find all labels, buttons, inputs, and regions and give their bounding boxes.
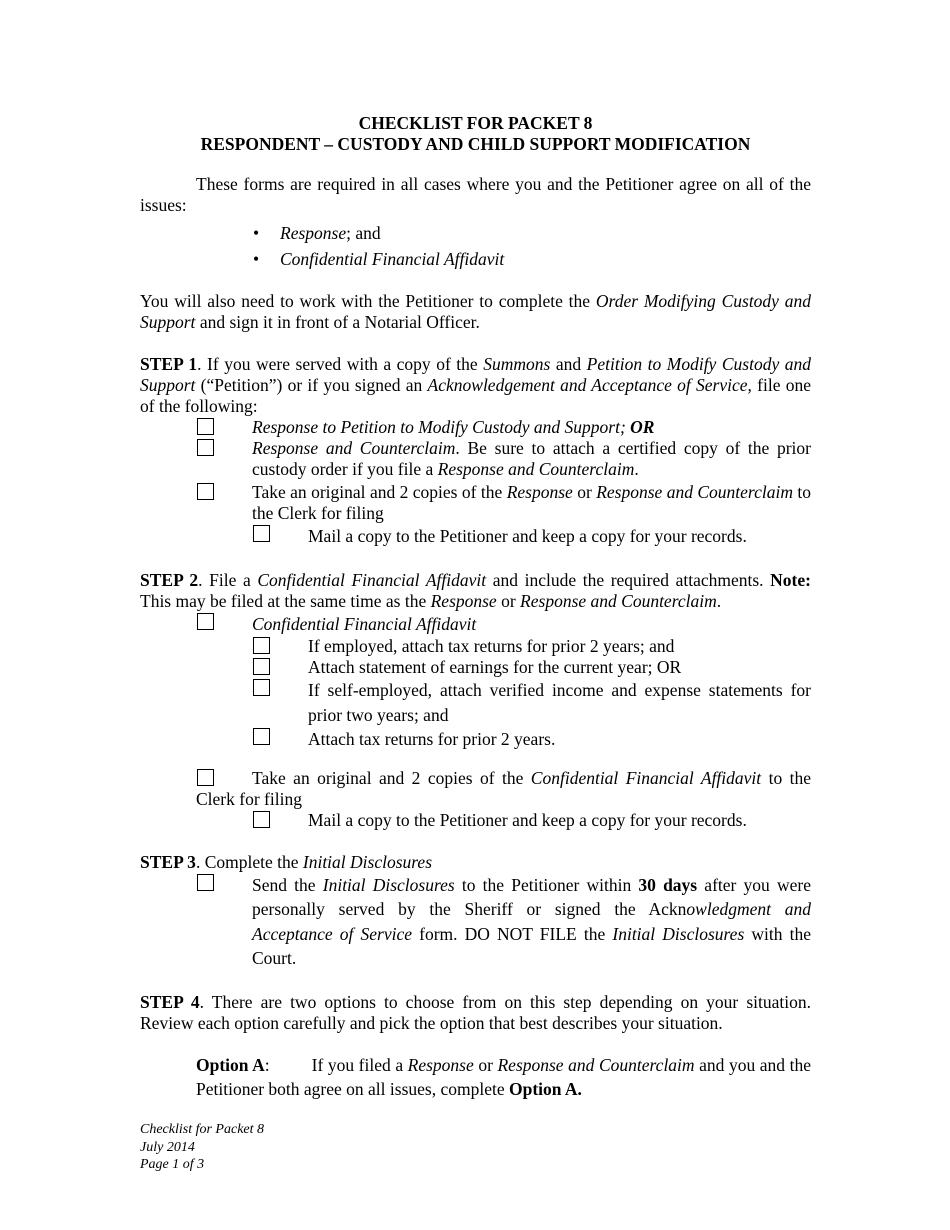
title-line-2: RESPONDENT – CUSTODY AND CHILD SUPPORT MODIFICATION: [200, 134, 751, 154]
step-2-paragraph: STEP 2. File a Confidential Financial Affidavit and include the required attachments. Note: This may be filed at the same time as the Response or Response and Counterclaim.: [140, 569, 811, 611]
step-2-item-affidavit: Confidential Financial Affidavit: [140, 612, 811, 637]
step-1-paragraph: STEP 1. If you were served with a copy of the Summons and Petition to Modify Custody and Support (“Petition”) or if you signed an Acknowledgement and Acceptance of Service, file one of the following:: [140, 354, 811, 416]
step-3-label: STEP 3: [140, 851, 196, 872]
footer-line-2: July 2014: [140, 1139, 195, 1155]
step-3-paragraph: STEP 3. Complete the Initial Disclosures: [140, 851, 433, 872]
document-page: [140, 113, 811, 1102]
footer-line-1: Checklist for Packet 8: [140, 1122, 265, 1137]
step-2-sub-item: Attach tax returns for prior 2 years.: [140, 727, 811, 752]
step-1-item-counterclaim: Response and Counterclaim. Be sure to attach a certified copy of the prior custody order if you file a Response and Counterclaim.: [140, 438, 811, 480]
step-4-paragraph: STEP 4. There are two options to choose from on this step depending on your situation. Review each option carefully and pick the option that best describes your situation.: [140, 991, 811, 1033]
checkbox[interactable]: [253, 658, 270, 675]
step-3-item-send-disclosures: Send the Initial Disclosures to the Petitioner within 30 days after you were personally served by the Sheriff or signed the Acknowledgment and Acceptance of Service form. DO NOT FILE the Initial Disclosures with the Court.: [140, 873, 811, 971]
step-2-sub-item: If employed, attach tax returns for prior 2 years; and: [140, 636, 811, 657]
checkbox[interactable]: [253, 637, 270, 654]
checkbox[interactable]: [197, 769, 214, 786]
checkbox[interactable]: [253, 525, 270, 542]
checkbox[interactable]: [197, 613, 214, 630]
bullet-icon: •: [253, 223, 260, 243]
step-2-label: STEP 2: [140, 569, 199, 590]
page-footer: [140, 1121, 264, 1174]
checkbox[interactable]: [197, 874, 214, 891]
step-2-item-file-copies: Take an original and 2 copies of the Confidential Financial Affidavit to the Clerk for filing: [196, 767, 811, 809]
title-line-1: CHECKLIST FOR PACKET 8: [358, 113, 593, 133]
step-1-label: STEP 1: [140, 354, 198, 374]
checkbox[interactable]: [253, 679, 270, 696]
option-a-paragraph: Option A: If you filed a Response or Response and Counterclaim and you and the Petitioner both agree on all issues, complete Option A.: [196, 1054, 811, 1099]
step-2-sub-item: Attach statement of earnings for the current year; OR: [140, 657, 811, 678]
bullet-icon: •: [253, 249, 260, 269]
list-item: • Response; and: [140, 220, 811, 246]
intro-paragraph: These forms are required in all cases where you and the Petitioner agree on all of the issues:: [140, 174, 811, 215]
step-1-item-mail-copy: Mail a copy to the Petitioner and keep a copy for your records.: [140, 524, 811, 549]
step-4-label: STEP 4: [140, 991, 200, 1012]
option-a-label: Option A: [196, 1054, 265, 1075]
step-2-sub-item: If self-employed, attach verified income and expense statements for prior two years; and: [140, 678, 811, 727]
checkbox[interactable]: [197, 439, 214, 456]
checkbox[interactable]: [253, 728, 270, 745]
also-paragraph: You will also need to work with the Petitioner to complete the Order Modifying Custody and Support and sign it in front of a Notarial Officer.: [140, 291, 812, 332]
page-title: [140, 113, 811, 155]
list-item: • Confidential Financial Affidavit: [140, 246, 811, 272]
step-2-item-mail-copy: Mail a copy to the Petitioner and keep a copy for your records.: [140, 810, 811, 831]
checkbox[interactable]: [197, 418, 214, 435]
step-1-item-file-copies: Take an original and 2 copies of the Response or Response and Counterclaim to the Clerk for filing: [140, 482, 811, 524]
note-label: Note:: [770, 569, 811, 590]
footer-line-3: Page 1 of 3: [140, 1157, 205, 1172]
required-forms-list: [140, 220, 811, 272]
step-1-item-response: Response to Petition to Modify Custody and Support; OR: [140, 417, 811, 438]
checkbox[interactable]: [197, 483, 214, 500]
checkbox[interactable]: [253, 811, 270, 828]
